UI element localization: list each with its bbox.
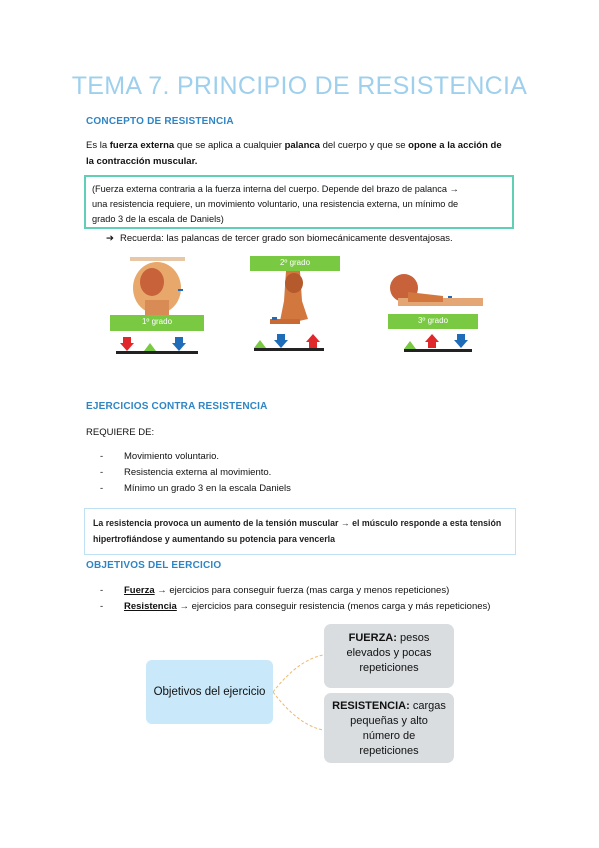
note-line: (Fuerza externa contraria a la fuerza interna del cuerpo. Depende del brazo de palanca → [92,184,459,194]
node-text: repeticiones [359,745,419,757]
text-bold-run: la contracción muscular. [86,156,198,167]
diagram-connectors [273,640,325,750]
text-bold-run: fuerza externa [109,140,175,151]
objective-term: Resistencia [124,601,177,612]
diagram-node-resistencia [324,693,454,763]
lever-figure-3 [388,270,488,360]
fulcrum-icon [254,340,266,348]
node-text: elevados y pocas [346,647,432,659]
note-line: La resistencia provoca un aumento de la tensión muscular → el músculo responde a esta tensión [93,518,502,528]
objectives-list [100,583,490,615]
list-item [100,583,490,599]
lever-bar [254,348,324,351]
grade-label-2: 2º grado [250,256,340,271]
requirements-list [100,449,291,497]
section-heading-objetivos: OBJETIVOS DEL EERCICIO [86,560,222,571]
grade-label-1: 1º grado [110,315,204,331]
red-arrow-up-icon [425,334,439,348]
lever-bar [116,351,198,354]
blue-arrow-down-icon [274,334,288,348]
red-arrow-down-icon [120,337,134,351]
lever-bar [404,349,472,352]
node-bold-text: FUERZA: [348,632,397,644]
node-text: pesos [396,632,430,644]
note-line: una resistencia requiere, un movimiento voluntario, una resistencia externa, un mínimo de [92,199,459,209]
text-run: del cuerpo y que se [319,140,409,151]
diagram-center-node: Objetivos del ejercicio [146,660,273,724]
diagram-node-fuerza [324,624,454,688]
page-title: TEMA 7. PRINCIPIO DE RESISTENCIA [71,72,528,100]
node-text: pequeñas y alto [350,715,428,727]
list-item [100,599,490,615]
requiere-label: REQUIERE DE: [86,427,155,438]
grade-label-3: 3º grado [388,314,478,329]
lever-figure-1 [110,252,205,357]
red-arrow-up-icon [306,334,320,348]
objective-term: Fuerza [124,585,155,596]
recuerda-line [106,233,453,244]
node-text: cargas [409,700,446,712]
fulcrum-icon [404,341,416,349]
node-text: repeticiones [359,662,419,674]
arrow-right-icon: ➔ [106,233,114,244]
text-run: que se aplica a cualquier [174,140,285,151]
leg-illustration [250,271,340,331]
node-text: número de [362,730,416,742]
arm-illustration [388,270,488,310]
text-bold-run: opone a la acción de [408,140,502,151]
blue-arrow-down-icon [172,337,186,351]
note-line: grado 3 de la escala de Daniels) [92,214,224,224]
list-item: - Movimiento voluntario. [100,449,291,465]
recuerda-text: Recuerda: las palancas de tercer grado son biomecánicamente desventajosas. [119,233,453,244]
node-bold-text: RESISTENCIA: [332,700,410,712]
lever-figure-2 [250,256,340,356]
section-heading-concepto: CONCEPTO DE RESISTENCIA [86,116,234,127]
concept-paragraph [86,138,516,170]
note-line: hipertrofiándose y aumentando su potencia para vencerla [93,534,335,544]
blue-arrow-down-icon [454,334,468,348]
text-run: Es la [86,140,110,151]
tension-note-box [84,508,516,555]
objective-text: → ejercicios para conseguir resistencia (menos carga y más repeticiones) [176,601,491,612]
objective-text: → ejercicios para conseguir fuerza (mas carga y menos repeticiones) [154,585,450,596]
fulcrum-icon [144,343,156,351]
section-heading-ejercicios: EJERCICIOS CONTRA RESISTENCIA [86,401,268,412]
list-item: - Mínimo un grado 3 en la escala Daniels [100,481,291,497]
head-neck-illustration [110,252,205,322]
text-bold-run: palanca [284,140,320,151]
concept-note-box [84,175,514,229]
list-item: - Resistencia externa al movimiento. [100,465,291,481]
